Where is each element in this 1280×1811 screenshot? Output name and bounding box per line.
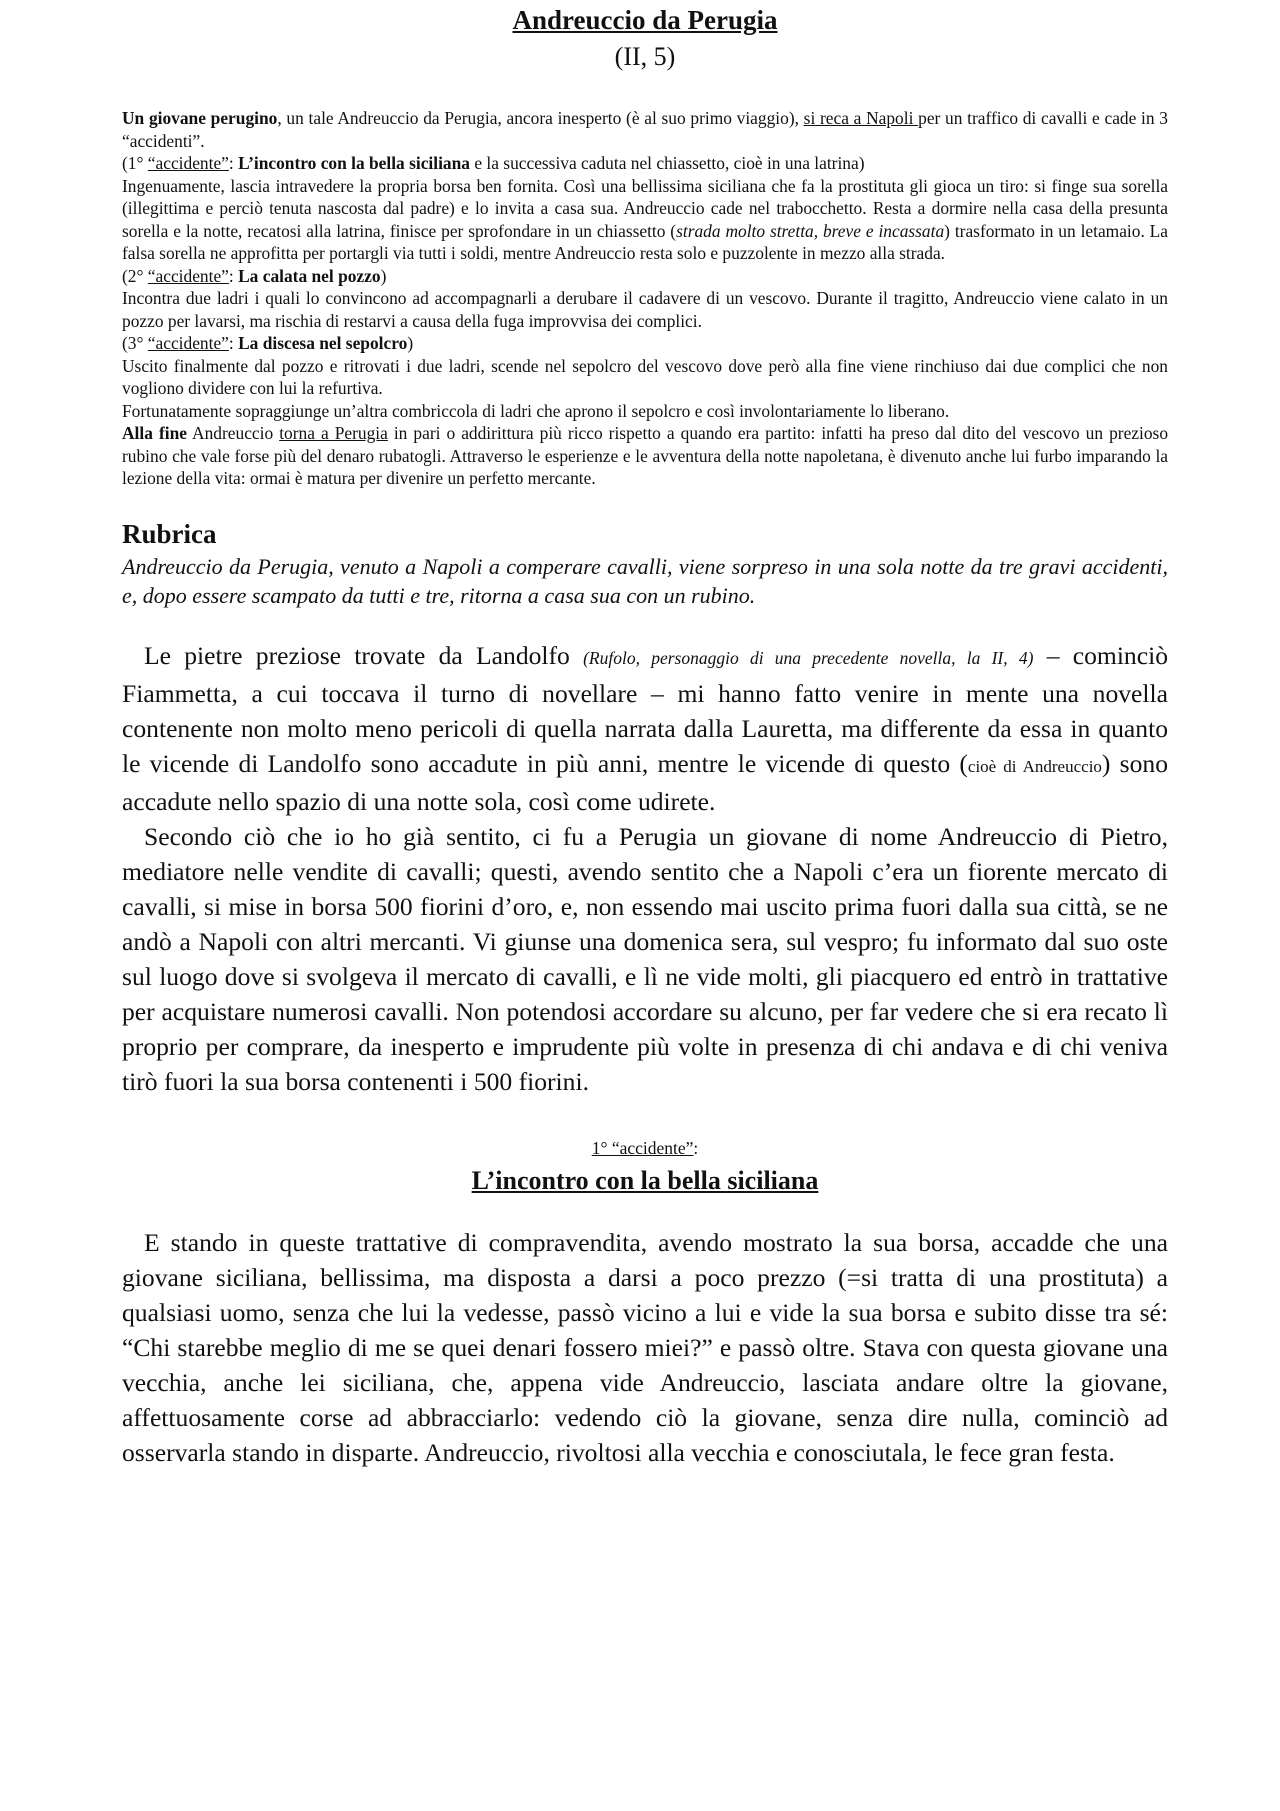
summary-intro — [122, 107, 1168, 152]
accident-1-rest: e la successiva caduta nel chiassetto, cioè in una latrina) — [469, 153, 865, 173]
accident-3-open: (3° — [122, 333, 148, 353]
story-p1-c: ) sono accadute nello spazio di una notte sola, così come udirete. — [122, 748, 1168, 816]
summary-intro-underlined: si reca a Napoli — [803, 108, 919, 128]
accident-3-label: “accidente” — [147, 333, 229, 353]
rubrica-heading: Rubrica — [122, 518, 217, 549]
accident-1-label: “accidente” — [147, 153, 229, 173]
story-block — [122, 638, 1168, 1099]
page-title: Andreuccio da Perugia — [512, 5, 778, 35]
section-1-title: L’incontro con la bella siciliana — [471, 1165, 819, 1195]
accident-1-open: (1° — [122, 153, 148, 173]
page-subtitle: (II, 5) — [614, 42, 676, 71]
accident-3-close: ) — [407, 333, 414, 353]
summary-ending — [122, 422, 1168, 490]
summary-block — [122, 107, 1168, 490]
story-p1-a: Le pietre preziose trovate da Landolfo — [144, 640, 584, 670]
accident-1-text-italic: strada molto stretta, breve e incassata — [676, 220, 945, 241]
document-page — [122, 0, 1168, 1470]
section-1-block — [122, 1225, 1168, 1470]
accident-3-text: Uscito finalmente dal pozzo e ritrovati i due ladri, scende nel sepolcro del vescovo dove però alla fine viene rinchiuso dai due complici che non vogliono dividere con lui la refurtiva. — [122, 355, 1168, 398]
section-1-label-colon: : — [693, 1137, 699, 1158]
story-p1-note: (Rufolo, personaggio di una precedente novella, la II, 4) — [583, 647, 1034, 668]
accident-1-text-b: ) trasformato in un letamaio. La falsa sorella ne approfitta per portargli via tutti i soldi, mentre Andreuccio resta solo e puzzolente in mezzo alla strada. — [122, 220, 1169, 263]
accident-3-heading — [122, 332, 1168, 355]
story-p1-note2: cioè di Andreuccio — [967, 756, 1102, 776]
accident-1-heading — [122, 152, 1168, 175]
accident-2-heading — [122, 265, 1168, 288]
story-paragraph-1 — [122, 638, 1168, 819]
accident-3-title: La discesa nel sepolcro — [238, 333, 408, 353]
summary-ending-underlined: torna a Perugia — [279, 423, 388, 443]
accident-1-text — [122, 175, 1168, 265]
summary-fortune: Fortunatamente sopraggiunge un’altra combriccola di ladri che aprono il sepolcro e così involontariamente lo liberano. — [122, 400, 950, 421]
accident-2-close: ) — [380, 265, 387, 286]
story-paragraph-2: Secondo ciò che io ho già sentito, ci fu a Perugia un giovane di nome Andreuccio di Pietro, mediatore nelle vendite di cavalli; questi, avendo sentito che a Napoli c’era un fiorente mercato di cavalli, si mise in borsa 500 fiorini d’oro, e, non essendo mai uscito prima fuori dalla sua città, se ne andò a Napoli con altri mercanti. Vi giunse una domenica sera, sul vespro; fu informato dal suo oste sul luogo dove si svolgeva il mercato di cavalli, e lì ne vide molti, gli piacquero ed entrò in trattative per acquistare numerosi cavalli. Non potendosi accordare su alcuno, per far vedere che si era recato lì proprio per comprare, da inesperto e imprudente più volte in presenza di chi andava e di chi veniva tirò fuori la sua borsa contenenti i 500 fiorini. — [122, 821, 1168, 1096]
summary-intro-text-end: per un traffico di cavalli e cade in 3 “accidenti”. — [122, 108, 1168, 151]
section-1-label-text: 1° “accidente” — [591, 1137, 694, 1158]
story-p1-b: – cominciò Fiammetta, a cui toccava il turno di novellare – mi hanno fatto venire in mente una novella contenente non molto meno pericoli di quella narrata dalla Lauretta, ma differente da essa in quanto le vicende di Landolfo sono accadute in più anni, mentre le vicende di questo ( — [122, 640, 1168, 778]
accident-1-colon: : — [228, 153, 239, 173]
accident-2-label: “accidente” — [147, 265, 229, 286]
summary-ending-bold: Alla fine — [122, 423, 187, 443]
section-1-paragraph: E stando in queste trattative di compravendita, avendo mostrato la sua borsa, accadde che una giovane siciliana, bellissima, ma disposta a darsi a poco prezzo (=si tratta di una prostituta) a qualsiasi uomo, senza che lui la vedesse, passò vicino a lui e vide la sua borsa e subito disse tra sé: “Chi starebbe meglio di me se quei denari fossero miei?” e passò oltre. Stava con questa giovane una vecchia, anche lei siciliana, che, appena vide Andreuccio, lasciata andare oltre la giovane, affettuosamente corse ad abbracciarlo: vedendo ciò la giovane, senza dire nulla, cominciò ad osservarla stando in disparte. Andreuccio, rivoltosi alla vecchia e conosciutala, le fece gran festa. — [122, 1227, 1168, 1467]
accident-2-text: Incontra due ladri i quali lo convincono ad accompagnarli a derubare il cadavere di un vescovo. Durante il tragitto, Andreuccio viene calato in un pozzo per lavarsi, ma rischia di restarvi a causa della fuga improvvisa dei complici. — [122, 288, 1168, 331]
section-1-label — [122, 1137, 1168, 1159]
accident-2-title: La calata nel pozzo — [238, 265, 381, 286]
summary-intro-text: , un tale Andreuccio da Perugia, ancora inesperto (è al suo primo viaggio), — [277, 108, 804, 128]
summary-ending-b: in pari o addirittura più ricco rispetto a quando era partito: infatti ha preso dal dito del vescovo un prezioso rubino che vale forse più del denaro rubatogli. Attraverso le esperienze e le avventura della notte napoletana, è divenuto anche lui furbo imparando la lezione della vita: ormai è matura per divenire un perfetto mercante. — [122, 423, 1169, 488]
summary-intro-bold: Un giovane perugino — [122, 108, 278, 128]
accident-3-colon: : — [228, 333, 239, 353]
accident-2-open: (2° — [122, 265, 148, 286]
summary-ending-a: Andreuccio — [186, 423, 280, 443]
accident-1-title: L’incontro con la bella siciliana — [238, 153, 470, 173]
accident-2-colon: : — [228, 265, 239, 286]
accident-1-text-a: Ingenuamente, lascia intravedere la propria borsa ben fornita. Così una bellissima siciliana che fa la prostituta gli gioca un tiro: si finge sua sorella (illegittima e perciò tenuta nascosta dal padre) e lo invita a casa sua. Andreuccio cade nel trabocchetto. Resta a dormire nella casa della presunta sorella e la notte, recatosi alla latrina, finisce per sprofondare in un chiassetto ( — [122, 175, 1168, 241]
rubrica-text: Andreuccio da Perugia, venuto a Napoli a comperare cavalli, viene sorpreso in una sola notte da tre gravi accidenti, e, dopo essere scampato da tutti e tre, ritorna a casa sua con un rubino. — [122, 553, 1168, 608]
